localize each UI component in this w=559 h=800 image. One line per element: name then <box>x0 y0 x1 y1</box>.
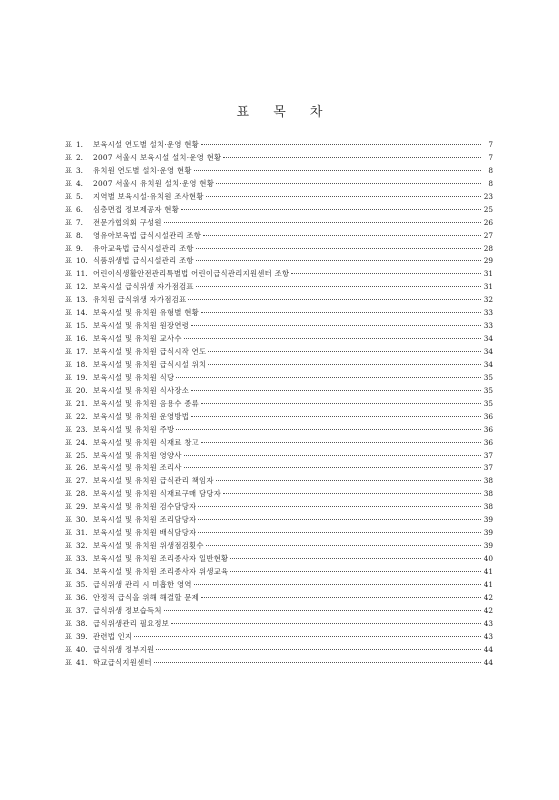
toc-entry-page-number: 7 <box>488 140 493 149</box>
toc-entry-number: 18. <box>76 359 88 369</box>
toc-entry-number: 9. <box>76 243 83 253</box>
toc-entry <box>65 579 493 592</box>
toc-entry-page-number: 41 <box>483 566 493 576</box>
toc-entry-number: 19. <box>76 372 88 382</box>
dot-leader <box>201 597 481 598</box>
toc-entry-page-number: 36 <box>483 437 493 447</box>
toc-entry-label: 보육시설 및 유치원 영양사 <box>93 450 182 460</box>
toc-entry-prefix: 표 <box>65 411 73 421</box>
toc-entry-prefix: 표 <box>65 541 73 551</box>
toc-entry-label: 보육시설 및 유치원 식재료 창고 <box>93 437 200 447</box>
toc-entry-prefix: 표 <box>65 528 73 538</box>
toc-entry-label: 전문가협의회 구성원 <box>93 217 162 227</box>
toc-entry-prefix: 표 <box>65 308 73 318</box>
dot-leader <box>223 157 481 158</box>
toc-entry-label: 보육시설 및 유치원 배식담당자 <box>93 528 197 538</box>
toc-entry-prefix: 표 <box>65 256 73 266</box>
toc-entry-prefix: 표 <box>65 476 73 486</box>
toc-entry-page-number: 8 <box>488 178 493 188</box>
dot-leader <box>201 144 481 145</box>
toc-entry <box>65 424 493 437</box>
toc-entry-number: 7. <box>76 217 83 227</box>
toc-entry-page-number: 31 <box>483 282 493 292</box>
toc-entry-prefix: 표 <box>65 605 73 615</box>
toc-entry-label: 보육시설 및 유치원 주방 <box>93 424 175 434</box>
toc-entry-prefix: 표 <box>65 489 73 499</box>
toc-entry <box>65 307 493 320</box>
toc-entry-prefix: 표 <box>65 515 73 525</box>
toc-entry-prefix: 표 <box>65 579 73 589</box>
toc-entry <box>65 618 493 631</box>
toc-entry-label: 보육시설 및 유치원 급식시설 위치 <box>93 359 207 369</box>
toc-entry-number: 38. <box>76 618 88 628</box>
toc-entry-prefix: 표 <box>65 644 73 654</box>
dot-leader <box>191 325 481 326</box>
toc-entry-page-number: 34 <box>483 347 493 356</box>
toc-entry-label: 보육시설 및 유치원 조리종사자 위생교육 <box>93 566 229 576</box>
dot-leader <box>208 351 481 352</box>
toc-entry-prefix: 표 <box>65 152 73 162</box>
toc-entry-page-number: 38 <box>483 502 493 512</box>
toc-entry-page-number: 26 <box>483 217 493 227</box>
toc-entry <box>65 281 493 294</box>
dot-leader <box>176 377 481 378</box>
toc-entry <box>65 268 493 281</box>
toc-entry-prefix: 표 <box>65 657 73 667</box>
dot-leader <box>198 519 481 520</box>
toc-entry-page-number: 39 <box>483 541 493 551</box>
toc-entry-page-number: 23 <box>483 191 493 201</box>
toc-entry-number: 37. <box>76 605 88 615</box>
toc-entry-number: 11. <box>76 269 88 279</box>
toc-entry-label: 보육시설 및 유치원 음용수 종류 <box>93 398 200 408</box>
toc-entry-number: 31. <box>76 528 88 538</box>
dot-leader <box>194 170 481 171</box>
dot-leader <box>171 623 481 624</box>
toc-entry <box>65 255 493 268</box>
toc-entry-label: 보육시설 및 유치원 식당 <box>93 372 175 382</box>
toc-entry-label: 유치원 급식위생 자가점검표 <box>93 295 187 305</box>
dot-leader <box>230 571 481 572</box>
toc-entry-label: 보육시설 및 유치원 식재료구매 담당자 <box>93 489 222 499</box>
dot-leader <box>191 416 481 417</box>
toc-entry-number: 5. <box>76 191 83 201</box>
toc-entry <box>65 514 493 527</box>
dot-leader <box>196 260 481 261</box>
toc-entry-label: 급식위생 정부지원 <box>93 644 155 654</box>
dot-leader <box>201 403 481 404</box>
dot-leader <box>223 493 481 494</box>
toc-entry-page-number: 43 <box>483 631 493 641</box>
toc-entry-page-number: 35 <box>483 398 493 408</box>
toc-entry <box>65 657 493 670</box>
toc-entry <box>65 346 493 359</box>
toc-entry-prefix: 표 <box>65 165 73 175</box>
toc-entry-prefix: 표 <box>65 334 73 344</box>
toc-entry-number: 17. <box>76 347 88 356</box>
toc-entry-page-number: 39 <box>483 515 493 525</box>
toc-entry-label: 보육시설 및 유치원 교사수 <box>93 334 182 344</box>
toc-entry <box>65 230 493 243</box>
toc-entry-number: 24. <box>76 437 88 447</box>
toc-entry-prefix: 표 <box>65 592 73 602</box>
toc-entry-label: 지역별 보육시설·유치원 조사현황 <box>93 191 204 201</box>
toc-entry-label: 안정적 급식을 위해 해결할 문제 <box>93 592 200 602</box>
toc-entry-label: 급식위생 관리 시 미흡한 영역 <box>93 579 192 589</box>
toc-entry <box>65 644 493 657</box>
toc-entry-prefix: 표 <box>65 204 73 214</box>
toc-entry-label: 2007 서울시 유치원 설치·운영 현황 <box>93 178 215 188</box>
dot-leader <box>230 558 481 559</box>
toc-entry <box>65 462 493 475</box>
toc-entry <box>65 501 493 514</box>
toc-entry <box>65 217 493 230</box>
toc-entry-label: 유치원 연도별 설치·운영 현황 <box>93 165 192 175</box>
toc-entry-page-number: 25 <box>483 204 493 214</box>
toc-entry-page-number: 27 <box>483 230 493 240</box>
toc-entry-label: 급식위생 정보습득처 <box>93 605 162 615</box>
dot-leader <box>201 442 481 443</box>
toc-entry <box>65 605 493 618</box>
toc-entry-prefix: 표 <box>65 437 73 447</box>
toc-entry-number: 23. <box>76 424 88 434</box>
toc-entry-page-number: 35 <box>483 385 493 395</box>
toc-entry-page-number: 39 <box>483 528 493 538</box>
toc-entry-number: 32. <box>76 541 88 551</box>
toc-entry-page-number: 44 <box>483 644 493 654</box>
toc-entry-page-number: 33 <box>483 321 493 331</box>
dot-leader <box>201 312 481 313</box>
toc-entry-page-number: 38 <box>483 489 493 499</box>
toc-entry <box>65 204 493 217</box>
toc-entry-prefix: 표 <box>65 217 73 227</box>
toc-entry-number: 41. <box>76 657 88 667</box>
dot-leader <box>216 183 481 184</box>
toc-entry <box>65 488 493 501</box>
toc-entry-prefix: 표 <box>65 347 73 356</box>
toc-entry-prefix: 표 <box>65 502 73 512</box>
dot-leader <box>134 636 481 637</box>
toc-entry-label: 보육시설 및 유치원 검수담당자 <box>93 502 197 512</box>
toc-entry-prefix: 표 <box>65 295 73 305</box>
toc-entry-prefix: 표 <box>65 398 73 408</box>
toc-entry-number: 1. <box>76 140 83 149</box>
toc-entry-prefix: 표 <box>65 385 73 395</box>
toc-entry-label: 영유아보육법 급식시설관리 조항 <box>93 230 202 240</box>
toc-entry <box>65 139 493 152</box>
toc-entry-number: 15. <box>76 321 88 331</box>
toc-entry-label: 보육시설 및 유치원 원장연령 <box>93 321 190 331</box>
toc-entry-number: 20. <box>76 385 88 395</box>
toc-entry-number: 26. <box>76 463 88 473</box>
toc-entry-label: 보육시설 및 유치원 조리종사자 일반현황 <box>93 554 229 563</box>
toc-entry-label: 보육시설 연도별 설치·운영 현황 <box>93 140 200 149</box>
toc-entry <box>65 566 493 579</box>
toc-entry <box>65 437 493 450</box>
toc-entry <box>65 411 493 424</box>
toc-entry-number: 34. <box>76 566 88 576</box>
dot-leader <box>196 248 481 249</box>
toc-entry <box>65 385 493 398</box>
toc-entry <box>65 553 493 566</box>
dot-leader <box>216 480 481 481</box>
toc-entry-number: 21. <box>76 398 88 408</box>
toc-entry-number: 39. <box>76 631 88 641</box>
toc-entry-page-number: 37 <box>483 463 493 473</box>
dot-leader <box>203 235 481 236</box>
toc-entry-number: 2. <box>76 152 83 162</box>
dot-leader <box>176 429 481 430</box>
toc-entry-page-number: 33 <box>483 308 493 318</box>
toc-entry-label: 급식위생관리 필요정보 <box>93 618 170 628</box>
toc-entry-label: 보육시설 및 유치원 식사장소 <box>93 385 190 395</box>
dot-leader <box>184 455 481 456</box>
toc-entry-prefix: 표 <box>65 321 73 331</box>
toc-entry-prefix: 표 <box>65 269 73 279</box>
toc-entry-page-number: 32 <box>483 295 493 305</box>
toc-entry <box>65 398 493 411</box>
toc-entry-number: 28. <box>76 489 88 499</box>
dot-leader <box>198 532 481 533</box>
toc-entry-number: 10. <box>76 256 88 266</box>
toc-entry-page-number: 36 <box>483 424 493 434</box>
toc-entry <box>65 191 493 204</box>
page-title: 표 목 차 <box>236 105 333 120</box>
toc-entry-page-number: 41 <box>483 579 493 589</box>
toc-entry-label: 식품위생법 급식시설관리 조항 <box>93 256 194 266</box>
dot-leader <box>164 610 481 611</box>
toc-entry-label: 어린이식생활안전관리특별법 어린이급식관리지원센터 조항 <box>93 269 290 279</box>
dot-leader <box>291 273 481 274</box>
toc-entry-page-number: 42 <box>483 592 493 602</box>
toc-entry-prefix: 표 <box>65 424 73 434</box>
table-of-contents-list <box>65 139 493 669</box>
toc-entry <box>65 631 493 644</box>
toc-entry-page-number: 38 <box>483 476 493 486</box>
toc-entry-number: 3. <box>76 165 83 175</box>
toc-entry <box>65 333 493 346</box>
dot-leader <box>156 649 481 650</box>
toc-entry-prefix: 표 <box>65 178 73 188</box>
dot-leader <box>206 196 481 197</box>
toc-entry-number: 13. <box>76 295 88 305</box>
toc-entry-prefix: 표 <box>65 230 73 240</box>
toc-entry <box>65 152 493 165</box>
toc-entry-label: 보육시설 및 유치원 유형별 현황 <box>93 308 200 318</box>
toc-entry-label: 보육시설 및 유치원 조리사 <box>93 463 182 473</box>
toc-entry <box>65 359 493 372</box>
toc-entry-number: 33. <box>76 554 88 563</box>
toc-entry-label: 보육시설 및 유치원 운영방법 <box>93 411 190 421</box>
toc-entry <box>65 592 493 605</box>
toc-entry-prefix: 표 <box>65 243 73 253</box>
toc-entry-number: 14. <box>76 308 88 318</box>
toc-entry-label: 2007 서울시 보육시설 설치·운영 현황 <box>93 152 222 162</box>
toc-entry-prefix: 표 <box>65 566 73 576</box>
toc-entry-page-number: 35 <box>483 372 493 382</box>
dot-leader <box>198 506 481 507</box>
toc-entry-number: 35. <box>76 579 88 589</box>
toc-entry-number: 25. <box>76 450 88 460</box>
toc-entry-number: 29. <box>76 502 88 512</box>
toc-entry-label: 학교급식지원센터 <box>93 657 152 667</box>
toc-entry <box>65 243 493 256</box>
dot-leader <box>191 390 481 391</box>
dot-leader <box>181 209 481 210</box>
dot-leader <box>206 545 481 546</box>
toc-entry-number: 30. <box>76 515 88 525</box>
toc-entry-number: 6. <box>76 204 83 214</box>
toc-entry <box>65 320 493 333</box>
toc-entry-label: 보육시설 및 유치원 급식시작 연도 <box>93 347 207 356</box>
toc-entry-prefix: 표 <box>65 191 73 201</box>
toc-entry <box>65 178 493 191</box>
toc-entry-label: 보육시설 급식위생 자가점검표 <box>93 282 194 292</box>
toc-entry-number: 4. <box>76 178 83 188</box>
toc-entry-number: 27. <box>76 476 88 486</box>
toc-entry-page-number: 43 <box>483 618 493 628</box>
toc-entry-page-number: 34 <box>483 359 493 369</box>
toc-entry-page-number: 8 <box>488 165 493 175</box>
toc-entry-page-number: 7 <box>488 152 493 162</box>
toc-entry-number: 22. <box>76 411 88 421</box>
toc-entry-page-number: 34 <box>483 334 493 344</box>
dot-leader <box>154 662 481 663</box>
toc-entry-page-number: 44 <box>483 657 493 667</box>
toc-entry-number: 12. <box>76 282 88 292</box>
toc-entry-prefix: 표 <box>65 282 73 292</box>
toc-entry-page-number: 29 <box>483 256 493 266</box>
toc-entry <box>65 450 493 463</box>
dot-leader <box>194 584 481 585</box>
toc-entry-page-number: 40 <box>483 554 493 563</box>
toc-entry-label: 관련법 인지 <box>93 631 133 641</box>
toc-entry-prefix: 표 <box>65 463 73 473</box>
toc-entry-label: 보육시설 및 유치원 급식관리 책임자 <box>93 476 214 486</box>
toc-entry-page-number: 31 <box>483 269 493 279</box>
toc-entry-prefix: 표 <box>65 450 73 460</box>
dot-leader <box>184 467 481 468</box>
toc-entry-number: 16. <box>76 334 88 344</box>
toc-entry <box>65 475 493 488</box>
toc-entry <box>65 527 493 540</box>
toc-entry-prefix: 표 <box>65 359 73 369</box>
toc-entry-number: 8. <box>76 230 83 240</box>
toc-entry-prefix: 표 <box>65 631 73 641</box>
dot-leader <box>196 286 481 287</box>
toc-entry-label: 유아교육법 급식시설관리 조항 <box>93 243 194 253</box>
toc-entry <box>65 372 493 385</box>
toc-entry-page-number: 36 <box>483 411 493 421</box>
toc-entry-page-number: 28 <box>483 243 493 253</box>
toc-entry <box>65 540 493 553</box>
toc-entry-prefix: 표 <box>65 554 73 563</box>
toc-entry-prefix: 표 <box>65 618 73 628</box>
toc-entry <box>65 294 493 307</box>
toc-entry-prefix: 표 <box>65 372 73 382</box>
toc-entry-page-number: 37 <box>483 450 493 460</box>
toc-entry-number: 40. <box>76 644 88 654</box>
toc-entry-label: 보육시설 및 유치원 조리담당자 <box>93 515 197 525</box>
toc-entry-number: 36. <box>76 592 88 602</box>
toc-entry-label: 보육시설 및 유치원 위생점검횟수 <box>93 541 204 551</box>
toc-entry-label: 심층면접 정보제공자 현황 <box>93 204 180 214</box>
dot-leader <box>208 364 481 365</box>
toc-entry <box>65 165 493 178</box>
dot-leader <box>188 299 481 300</box>
toc-entry-page-number: 42 <box>483 605 493 615</box>
dot-leader <box>184 338 481 339</box>
toc-entry-prefix: 표 <box>65 140 73 149</box>
dot-leader <box>164 222 481 223</box>
